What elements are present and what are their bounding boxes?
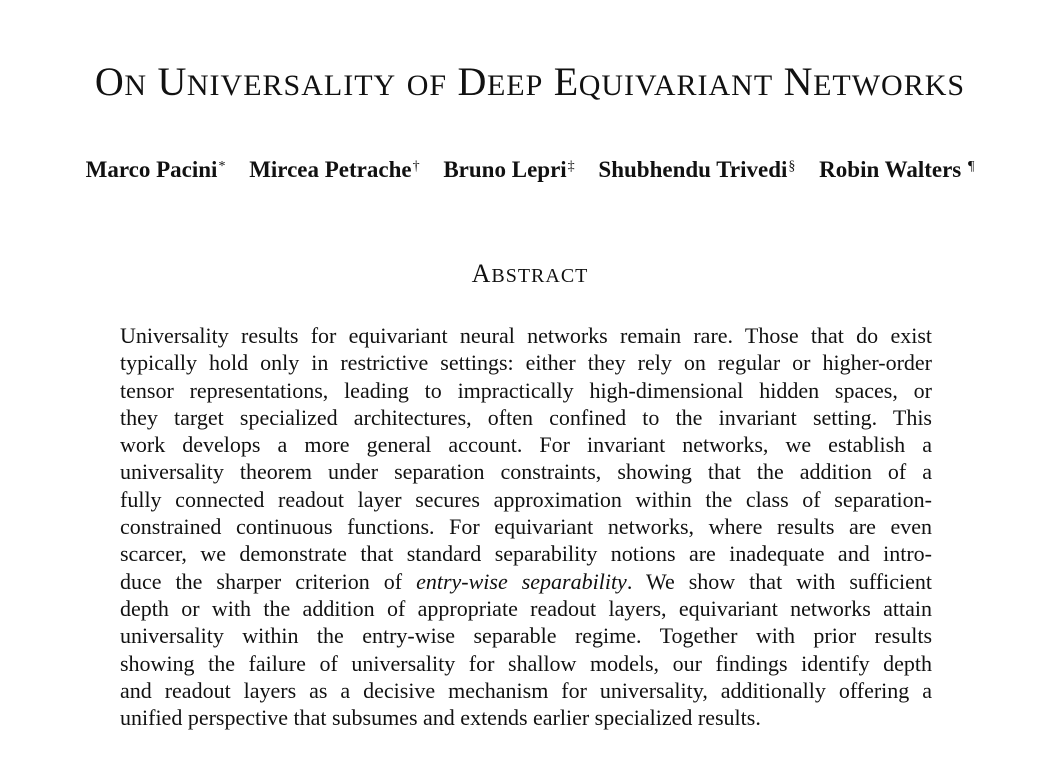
- abstract-line: showing the failure of universality for shallow models, our findings identify depth: [120, 650, 932, 676]
- title-word-3: OF: [406, 69, 448, 102]
- author-5: Robin Walters ¶: [819, 157, 975, 182]
- abstract-line: unified perspective that subsumes and extends earlier specialized results.: [120, 705, 761, 731]
- author-4: Shubhendu Trivedi§: [598, 157, 796, 182]
- author-1: Marco Pacini*: [85, 157, 226, 182]
- abstract-heading: ABSTRACT: [471, 259, 589, 288]
- abstract-line: depth or with the addition of appropriate readout layers, equivariant networks attain: [120, 595, 932, 621]
- abstract-line: constrained continuous functions. For equivariant networks, where results are even: [120, 514, 932, 540]
- author-list: [0, 152, 1060, 188]
- abstract-line: fully connected readout layer secures approximation within the class of separation-: [120, 486, 932, 512]
- author-2-footnote-mark: †: [412, 159, 420, 174]
- abstract-line-with-emphasis: duce the sharper criterion of entry-wise separability. We show that with sufficient: [120, 568, 932, 594]
- abstract-line: tensor representations, leading to impractically high-dimensional hidden spaces, or: [120, 377, 932, 403]
- author-4-footnote-mark: §: [788, 159, 796, 174]
- author-3: Bruno Lepri‡: [443, 157, 575, 182]
- abstract-line: scarcer, we demonstrate that standard separability notions are inadequate and intro-: [120, 541, 932, 567]
- abstract-line: universality within the entry-wise separable regime. Together with prior results: [120, 623, 932, 649]
- emphasized-term: entry-wise separability: [416, 568, 627, 594]
- abstract-body: [120, 322, 932, 731]
- author-1-footnote-mark: *: [218, 159, 226, 174]
- paper-title: [0, 58, 1060, 110]
- abstract-line: universality theorem under separation constraints, showing that the addition of a: [120, 459, 932, 485]
- title-word-4: DEEP: [457, 59, 544, 104]
- abstract-line: work develops a more general account. For invariant networks, we establish a: [120, 432, 932, 458]
- title-word-1: ON: [94, 59, 147, 104]
- title-word-2: UNIVERSALITY: [157, 59, 397, 104]
- abstract-line: typically hold only in restrictive settings: either they rely on regular or higher-order: [120, 350, 932, 376]
- author-2: Mircea Petrache†: [249, 157, 420, 182]
- title-word-5: EQUIVARIANT: [553, 59, 774, 104]
- abstract-line: they target specialized architectures, often confined to the invariant setting. This: [120, 404, 932, 430]
- author-5-footnote-mark: ¶: [968, 159, 975, 174]
- title-word-6: NETWORKS: [783, 59, 966, 104]
- abstract-line: Universality results for equivariant neural networks remain rare. Those that do exist: [120, 323, 932, 348]
- abstract-line: and readout layers as a decisive mechanism for universality, additionally offering a: [120, 677, 932, 703]
- author-3-footnote-mark: ‡: [567, 159, 575, 174]
